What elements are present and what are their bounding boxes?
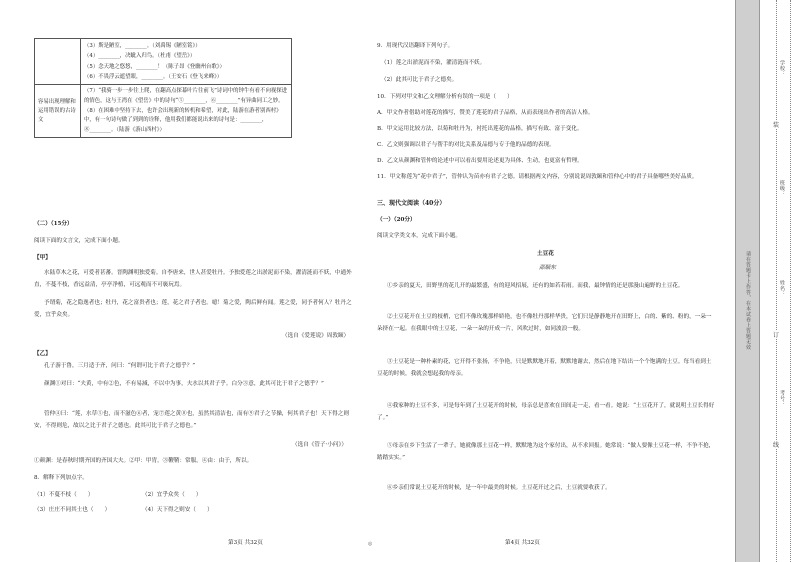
table-row: （6）不畏浮云遮望眼，________。（王安石《登飞来峰》） (84, 73, 223, 80)
field-label-id: 考号： (779, 390, 785, 406)
table-empty-cell (35, 39, 81, 85)
q10-option-d: D．乙文从颜渊和管仲的论述中可以看出要用论述更为具体、生动，也更富有哲理。 (377, 158, 583, 164)
q10-option-a: A．甲文作者借助对莲花的描写，赞美了莲花的君子品格，从而表现出作者的高洁人格。 (377, 110, 594, 116)
q10-option-b: B．甲文运用比较方法，以菊和牡丹为，衬托出莲花的品格，描写有致、富于变化。 (377, 126, 583, 132)
article-author: 邵顺东 (539, 265, 556, 271)
right-page (377, 0, 722, 562)
question-10: 10．下列对甲文和乙文理解分析有误的一项是（ ） (377, 94, 513, 100)
question-9: 9．用现代汉语翻译下列句子。 (377, 43, 454, 49)
field-label-name: 姓名： (779, 280, 785, 296)
yi-source: （选自《管子·小问》） (292, 442, 347, 448)
article-title: 土豆花 (537, 251, 554, 257)
jia-paragraph: 水陆草木之花，可爱者甚蕃。晋陶渊明独爱菊。自李唐来，世人甚爱牡丹。予独爱莲之出淤泥而不染，濯清涟而不妖，中通外直，不蔓不枝，香远益清，亭亭净植，可远观而不可亵玩焉。 (34, 270, 352, 289)
annotation-notes: ①颜渊：是春秋时期齐国的齐国大夫。②甲：甲胄。③鞭鞘：常服。④由：由于，所以。 (34, 458, 253, 464)
cut-label: 订 (773, 332, 780, 339)
yi-paragraph: 颜渊①对曰：“夫黄，中有②色，不有易減，不以中为事，夫水以其君子乎。白分③意，此其可比于君子之德乎？” (44, 381, 324, 387)
jia-paragraph: 予谓菊，花之隐逸者也；牡丹，花之富贵者也；莲，花之君子者也。噫！菊之爱，陶后鲜有闻。莲之爱，同予者何人？牡丹之爱，宜乎众矣。 (34, 300, 352, 319)
page-footer: 第3页 共32页 (228, 540, 263, 546)
article-paragraph: ②土豆花开在土豆的枝梢，它们不像玫瑰那样娇艳，也不像牡丹那样华贵，它们只是静静地开在田野上，白的、紫的、粉的，一朵一朵挤在一起。在我眼中的土豆花，一朵一朵的开成一片，风吹过时，如同波浪一般。 (377, 314, 712, 333)
article-paragraph: ①乡亲的夏天，田野里的花儿开的最繁盛，有的迎风招展，还有的如若若雨。而我，最钟情的还是那漫山遍野的土豆花。 (387, 283, 684, 289)
q9-item: （2）此其可比于君子之德矣。 (381, 77, 458, 83)
center-dot-icon: ◎ (368, 541, 373, 547)
cut-label: 线 (773, 442, 780, 449)
jia-label: 【甲】 (34, 255, 51, 261)
q10-option-c: C．乙文则强调以君子与帮手的对比关系及品德与专于他的品德的表现。 (377, 142, 555, 148)
article-paragraph: ③土豆花是一种朴素的花，它开得不张扬，不争艳，只是默默地开着，默默地谢去，然后在地下结出一个个饱满的土豆。每当看到土豆花的时候，我就会想起我的母亲。 (377, 359, 712, 378)
question-8: 8．解释下列加点字。 (34, 475, 88, 481)
section3-title: 三、现代文阅读（40分） (377, 200, 446, 207)
cut-dotted-line (790, 0, 791, 562)
article-paragraph: ④我家种的土豆不多，可是每年到了土豆花开的时候，母亲总是喜欢在田间走一走，看一看。她说：“土豆花开了，就说明土豆长得好了。” (377, 403, 715, 422)
table-row: （4）________，决眦入归鸟。（杜甫《望岳》） (84, 53, 196, 60)
binding-notice: 请在答题卡上作答，在本试卷上答题无效 (745, 250, 751, 350)
q9-item: （1）莲之出淤泥而不染，濯清涟而不妖。 (381, 60, 486, 66)
lower-rows-cell (81, 85, 292, 138)
article-paragraph: ⑥乡亲们常说土豆花开的时候，是一年中最美的时候。土豆花开过之后，土豆就要收获了。 (387, 485, 611, 491)
table-row: （8）在困难中坚持下去，也许会出现新的转机和希望，对此，陆游在游者别西村》中，有一句诗句做了到到的诠释，他用我们都能说出来的诗句是：________，⑧________。（陆游《游山西村》） (84, 107, 282, 133)
section2-intro: 阅读下面的文言文，完成下面小题。 (34, 238, 124, 244)
left-page (30, 0, 360, 562)
q8-item: （1）不蔓不枝（ ） (34, 492, 94, 498)
cut-label: 装 (773, 122, 780, 129)
yi-paragraph: 孔子游于鲁，三月适于齐，问曰：“何谓可比于君子之德乎？” (44, 363, 196, 369)
subsection1-intro: 阅读文学类文本，完成下面小题。 (377, 233, 461, 239)
poetry-fill-table (34, 38, 292, 138)
field-label-class: 班级： (779, 180, 785, 196)
q8-item: （3）庄庄不同其士也（ ） (34, 507, 111, 513)
section2-title: （二）（15分） (34, 221, 73, 227)
q8-item: （2）宜乎众矣（ ） (142, 492, 202, 498)
q8-item: （4）天下得之则安（ ） (142, 507, 213, 513)
upper-rows-cell (81, 39, 292, 85)
field-label-school: 学校： (779, 60, 785, 76)
gray-binding-strip (735, 0, 760, 562)
table-row: （5）念天地之悠悠，________！（陈子昂《登幽州台歌》） (84, 63, 225, 70)
article-paragraph: ⑤母亲在乡下生活了一辈子，她就像那土豆花一样，默默地为这个家付出，从不求回报。她常说：“做人要像土豆花一样，不争不抢，踏踏实实。” (377, 443, 715, 462)
table-row: （3）斯是陋室，________。（刘禹锡《陋室铭》） (84, 43, 201, 49)
yi-paragraph: 管仲④曰：“莲，水草⑤也，而不滋色⑥者，宠⑦莲之黄⑧也，虽然其清洁也，而有⑨君子之节操，何其君子也！天下得之则安，不得则危，故以之比于君子之德也。此其可比于君子之德也。” (34, 411, 349, 430)
cut-dotted-line (776, 0, 777, 562)
table-row: （7）“我骑一步一步往上爬，在翻高点探幕叶片往前飞”诗词中的钟牛有看不向视探进的情色，这与王湾在《望岳》中的诗句“⑤________，⑥________”有异曲同工之妙。 (84, 88, 288, 104)
binding-sidebar (735, 0, 794, 562)
subsection1-title: （一）（20分） (377, 217, 416, 223)
question-11: 11．甲文称莲为“花中君子”，管仲认为苗亦有君子之德。请根据两文内容，分别说说周敦颐和管仲心中的君子具备哪些美好品质。 (377, 174, 698, 180)
page-footer: 第4页 共32页 (505, 540, 540, 546)
jia-source: （选自《爱莲说》周敦颐） (282, 333, 350, 339)
yi-label: 【乙】 (34, 351, 51, 357)
table-category-cell: 容易出现理解和运用错误的古诗文 (35, 85, 81, 138)
